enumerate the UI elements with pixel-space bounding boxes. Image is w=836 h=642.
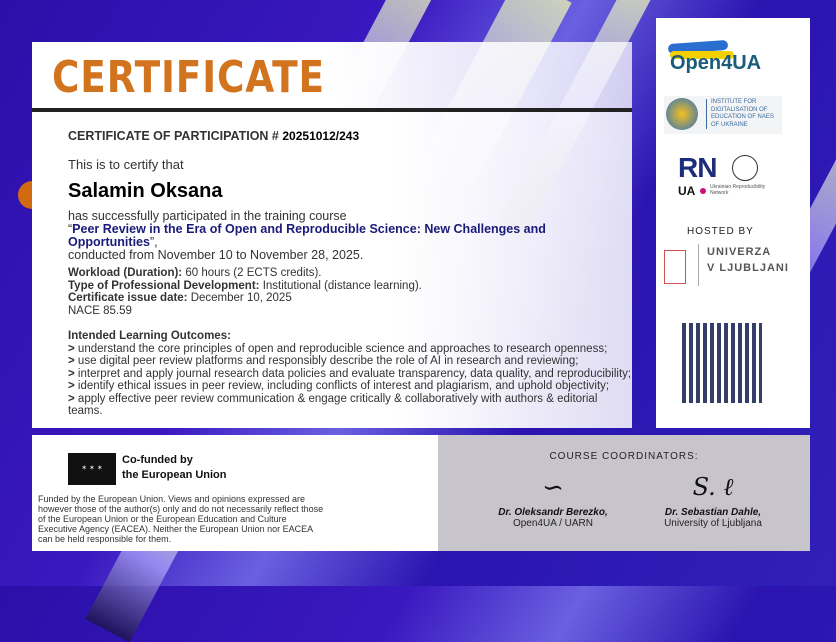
outcome-item: > use digital peer review platforms and responsibly describe the role of AI in research and reviewing; xyxy=(68,355,579,367)
globe-network-icon xyxy=(732,155,758,181)
institute-logo: INSTITUTE FOR DIGITALISATION OF EDUCATION OF NAES OF UKRAINE xyxy=(664,96,782,134)
course-coordinators: COURSE COORDINATORS: ∽ Dr. Oleksandr Berezko, Open4UA / UARN S. ℓ Dr. Sebastian Dahle, University of Ljubljana xyxy=(438,435,810,551)
eu-disclaimer: Funded by the European Union. Views and opinions expressed are however those of the author(s) only and do not necessarily reflect those of the European Union or the European Education and Culture Executive Agency (EACEA). Neither the European Union nor EACEA can be held responsible for them. xyxy=(38,494,324,544)
certificate-body xyxy=(32,112,632,428)
globe-icon xyxy=(666,98,698,130)
partner-logos: Open4UA INSTITUTE FOR DIGITALISATION OF EDUCATION OF NAES OF UKRAINE RN UA Ukrainian Reproducibility Network HOSTED BY UNIVERZA V LJUBLJANI xyxy=(656,18,810,428)
signature: S. ℓ xyxy=(692,473,734,501)
outcome-item: > apply effective peer review communication & engage critically & collaboratively with authors & editorial teams. xyxy=(68,392,598,417)
open4ua-logo: Open4UA xyxy=(670,52,762,74)
signature: ∽ xyxy=(542,473,564,503)
details: Workload (Duration): 60 hours (2 ECTS credits). Type of Professional Development: Institutional (distance learning). Certificate issue date: December 10, 2025 NACE 85.59 xyxy=(68,267,422,317)
certificate-title: CERTIFICATE xyxy=(52,52,325,103)
recipient-name: Salamin Oksana xyxy=(68,180,223,202)
course-title: Peer Review in the Era of Open and Reproducible Science: New Challenges and Opportunities xyxy=(68,222,546,249)
dot-icon xyxy=(700,188,706,194)
qr-code[interactable] xyxy=(682,323,762,403)
outcome-item: > interpret and apply journal research data policies and evaluate transparency, data quality, and reproducibility; xyxy=(68,367,632,380)
course-description: has successfully participated in the training course “Peer Review in the Era of Open and Reproducible Science: New Challenges and Opportunities”, conducted from November 10 to November 28, 2025. xyxy=(68,209,546,262)
eu-funding: ✶ ✶ ✶ Co-funded by the European Union Funded by the European Union. Views and opinions expressed are however those of the author(s) only and do not necessarily reflect those of the European Union or the European Education and Culture Executive Agency (EACEA). Neither the European Union nor EACEA can be held responsible for them. xyxy=(32,435,438,551)
outcome-item: > understand the core principles of open and reproducible science and approaches to research openness; xyxy=(68,342,608,355)
certificate-number: CERTIFICATE OF PARTICIPATION # 20251012/243 xyxy=(68,129,360,143)
coordinator: S. ℓ Dr. Sebastian Dahle, University of Ljubljana xyxy=(638,473,788,529)
learning-outcomes: Intended Learning Outcomes: > understand the core principles of open and reproducible science and approaches to research openness; > use digital peer review platforms and responsibly describe the role of AI in research and reviewing; > interpret and apply journal research data policies and evaluate transparency, data quality, and reproducibility; > identify ethical issues in peer review, including conflicts of interest and plagiarism, and uphold objectivity; > apply effective peer review communication & engage critically & collaboratively with authors & editorial teams. xyxy=(68,330,632,417)
intro-text: This is to certify that xyxy=(68,157,184,172)
certificate-header xyxy=(32,42,632,108)
university-building-icon xyxy=(664,250,686,284)
univerza-logo: UNIVERZA V LJUBLJANI xyxy=(698,244,789,286)
outcome-item: > identify ethical issues in peer review, including conflicts of interest and plagiarism, and uphold objectivity; xyxy=(68,380,610,392)
eu-flag-icon: ✶ ✶ ✶ xyxy=(68,453,116,485)
coordinator: ∽ Dr. Oleksandr Berezko, Open4UA / UARN xyxy=(478,473,628,529)
